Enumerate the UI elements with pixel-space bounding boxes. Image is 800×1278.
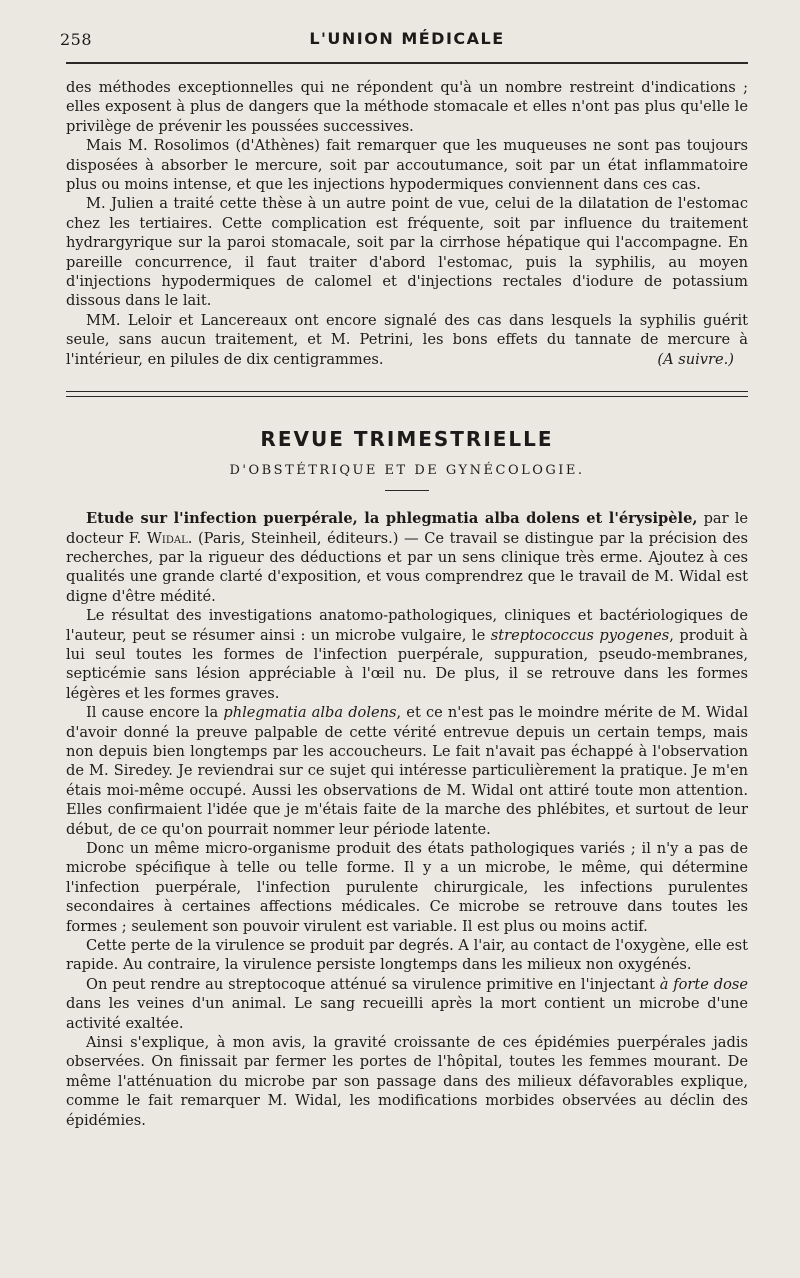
syphilis-discussion-section <box>66 64 748 369</box>
journal-title: L'UNION MÉDICALE <box>309 29 505 48</box>
paragraph-text: , et ce n'est pas le moindre mérite de M. Widal d'avoir donné la preuve palpable de cette vérité entrevue depuis un certain temps, mais non depuis bien longtemps par les accoucheurs. Le fait n'avait pas échappé à l'observation de M. Siredey. Je reviendrai sur ce sujet qui intéresse particulièrement la pratique. Je m'en étais moi-même occupé. Aussi les observations de M. Widal ont attiré toute mon attention. Elles confirmaient l'idée que je m'étais faite de la marche des phlébites, et surtout de leur début, de ce qu'on pourrait nommer leur période latente. <box>66 704 749 838</box>
review-book-title: Etude sur l'infection puerpérale, la phlegmatia alba dolens et l'érysipèle, <box>86 510 698 528</box>
paragraph: Mais M. Rosolimos (d'Athènes) fait remarquer que les muqueuses ne sont pas toujours disposées à absorber le mercure, soit par accoutumance, soit par un état inflammatoire plus ou moins intense, et que les injections hypodermiques conviennent dans ces cas. <box>66 137 748 194</box>
running-head <box>60 0 748 64</box>
paragraph: M. Julien a traité cette thèse à un autre point de vue, celui de la dilatation de l'estomac chez les tertiaires. Cette complication est fréquente, soit par influence du traitement hydrargyrique sur la paroi stomacale, soit par la cirrhose hépatique qui l'accompagne. En pareille concurrence, il faut traiter d'abord l'estomac, puis la syphilis, au moyen d'injections hypodermiques de calomel et d'injections rectales d'iodure de potassium dissous dans le lait. <box>66 195 748 310</box>
paragraph-text: dans les veines d'un animal. Le sang recueilli après la mort contient un microbe d'une activité exaltée. <box>66 995 748 1032</box>
section-divider <box>66 391 748 397</box>
emphasis-term: phlegmatia alba dolens <box>223 704 397 722</box>
paragraph-text: Le résultat des investigations anatomo-pathologiques, cliniques et bactériologiques de l'auteur, peut se résumer ainsi : un microbe vulgaire, le <box>66 607 748 644</box>
paragraph-text: , produit à lui seul toutes les formes de l'infection puerpérale, suppuration, pseudo-membranes, septicémie sans lésion appréciable à l'œil nu. De plus, il se retrouve dans les formes légères et les formes graves. <box>66 626 749 702</box>
review-text: . (Paris, Steinheil, éditeurs.) — Ce travail se distingue par la précision des recherches, par la rigueur des déductions et par un sens clinique très erme. Ajoutez à ces qualités une grande clarté d'exposition, et vous comprendrez que le travail de M. Widal est digne d'être médité. <box>66 529 749 605</box>
paragraph: Ainsi s'explique, à mon avis, la gravité croissante de ces épidémies puerpérales jadis observées. On finissait par fermer les portes de l'hôpital, toutes les femmes mourant. De même l'atténuation du microbe par son passage dans des milieux défavorables explique, comme le fait remarquer M. Widal, les modifications morbides observées au déclin des épidémies. <box>66 1034 748 1129</box>
section-heading: REVUE TRIMESTRIELLE <box>260 427 554 452</box>
paragraph <box>66 703 748 839</box>
emphasis-term: à forte dose <box>659 975 749 993</box>
paragraph <box>66 606 748 703</box>
paragraph: Cette perte de la virulence se produit par degrés. A l'air, au contact de l'oxygène, elle est rapide. Au contraire, la virulence persiste longtemps dans les milieux non oxygénés. <box>66 937 748 974</box>
section-subheading: D'OBSTÉTRIQUE ET DE GYNÉCOLOGIE. <box>229 463 585 479</box>
paragraph: Donc un même micro-organisme produit des états pathologiques variés ; il n'y a pas de microbe spécifique à telle ou telle forme. Il y a un microbe, le même, qui détermine l'infection puerpérale, l'infection purulente chirurgicale, les infections purulentes secondaires à certaines affections médicales. Ce microbe se retrouve dans toutes les formes ; seulement son pouvoir virulent est variable. Il est plus ou moins actif. <box>66 840 748 935</box>
paragraph <box>66 311 748 369</box>
paragraph-text: On peut rendre au streptocoque atténué sa virulence primitive en l'injectant <box>86 975 655 993</box>
paragraph-text: MM. Leloir et Lancereaux ont encore signalé des cas dans lesquels la syphilis guérit seule, sans aucun traitement, et M. Petrini, les bons effets du tannate de mercure à l'intérieur, en pilules de dix centigrammes. <box>66 311 748 368</box>
review-by: par le docteur <box>66 510 748 547</box>
paragraph: des méthodes exceptionnelles qui ne répondent qu'à un nombre restreint d'indications ; elles exposent à plus de dangers que la méthode stomacale et elles n'ont pas plus qu'elle le privilège de prévenir les poussées successives. <box>66 79 748 135</box>
short-divider <box>385 490 429 491</box>
review-section <box>66 509 748 1130</box>
review-author: F. Widal <box>128 529 188 547</box>
emphasis-term: streptococcus pyogenes <box>490 626 670 644</box>
to-be-continued: (A suivre.) <box>657 350 734 368</box>
review-paragraph <box>66 509 748 606</box>
page-number: 258 <box>60 30 93 49</box>
paragraph-text: Il cause encore la <box>86 704 219 722</box>
paragraph <box>66 975 748 1033</box>
